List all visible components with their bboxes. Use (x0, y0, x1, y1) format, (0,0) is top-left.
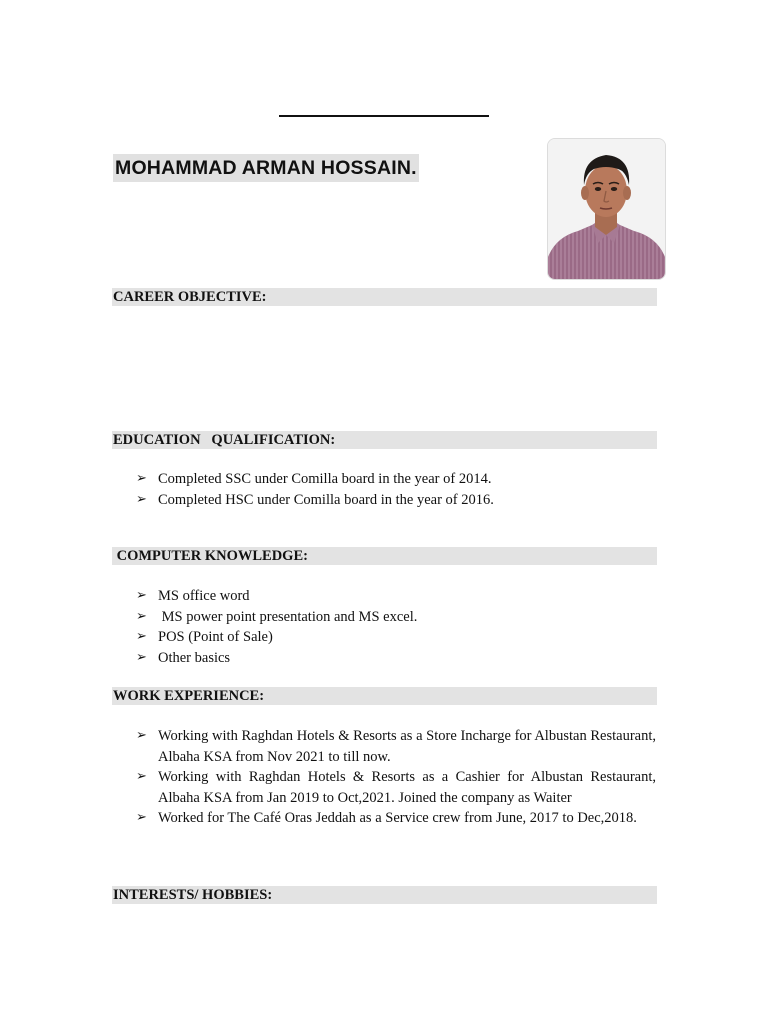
list-item: ➢ Completed HSC under Comilla board in the year of 2016. (136, 490, 656, 511)
list-item: ➢ Other basics (136, 648, 656, 669)
computer-knowledge-list (136, 586, 656, 668)
arrowhead-bullet-icon: ➢ (136, 769, 147, 784)
career-objective-heading: CAREER OBJECTIVE: (112, 288, 657, 306)
education-list (136, 469, 656, 510)
computer-knowledge-heading: COMPUTER KNOWLEDGE: (112, 547, 657, 565)
interests-heading: INTERESTS/ HOBBIES: (112, 886, 657, 904)
profile-photo (547, 138, 666, 280)
top-rule (279, 115, 489, 117)
list-item: ➢ Worked for The Café Oras Jeddah as a Service crew from June, 2017 to Dec,2018. (136, 808, 656, 829)
arrowhead-bullet-icon: ➢ (136, 588, 147, 603)
education-heading: EDUCATION QUALIFICATION: (112, 431, 657, 449)
list-item: ➢ Working with Raghdan Hotels & Resorts as a Cashier for Albustan Restaurant, Albaha KSA from Jan 2019 to Oct,2021. Joined the company as Waiter (136, 769, 656, 806)
arrowhead-bullet-icon: ➢ (136, 810, 147, 825)
arrowhead-bullet-icon: ➢ (136, 629, 147, 644)
candidate-name: MOHAMMAD ARMAN HOSSAIN. (113, 154, 419, 182)
arrowhead-bullet-icon: ➢ (136, 728, 147, 743)
list-item: ➢ MS power point presentation and MS excel. (136, 607, 656, 628)
work-experience-heading: WORK EXPERIENCE: (112, 687, 657, 705)
list-item: ➢ Completed SSC under Comilla board in the year of 2014. (136, 469, 656, 490)
list-item: ➢ Working with Raghdan Hotels & Resorts as a Store Incharge for Albustan Restaurant, Albaha KSA from Nov 2021 to till now. (136, 728, 656, 765)
arrowhead-bullet-icon: ➢ (136, 649, 147, 665)
arrowhead-bullet-icon: ➢ (136, 608, 147, 624)
arrowhead-bullet-icon: ➢ (136, 491, 147, 507)
work-experience-list (136, 726, 656, 829)
list-item: ➢ MS office word (136, 586, 656, 607)
arrowhead-bullet-icon: ➢ (136, 471, 147, 486)
list-item: ➢ POS (Point of Sale) (136, 627, 656, 648)
